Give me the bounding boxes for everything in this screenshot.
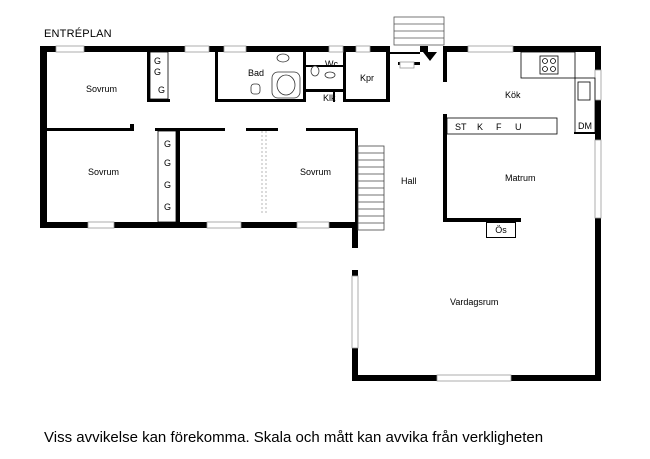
closet-mark-middle-3: G bbox=[164, 180, 172, 190]
room-label-kpr: Kpr bbox=[360, 73, 375, 83]
toilet-icon bbox=[251, 84, 260, 94]
room-label-klk: Klk bbox=[323, 93, 336, 103]
entrance-arrow-icon bbox=[423, 52, 437, 61]
kitchen-unit-f: F bbox=[496, 122, 502, 132]
kitchen-unit-k: K bbox=[477, 122, 484, 132]
room-label-sovrum-1: Sovrum bbox=[86, 84, 118, 94]
os-box: Ös bbox=[486, 222, 516, 238]
closet-mark-middle-4: G bbox=[164, 202, 172, 212]
stairs bbox=[358, 146, 384, 230]
kitchen-unit-u: U bbox=[515, 122, 522, 132]
room-label-kok: Kök bbox=[505, 90, 521, 100]
kitchen-unit-dm: DM bbox=[578, 121, 592, 131]
room-label-vardagsrum: Vardagsrum bbox=[450, 297, 499, 307]
dashed-opening bbox=[262, 131, 266, 215]
closet-mark-top-3: G bbox=[158, 85, 166, 95]
plan-title: ENTRÉPLAN bbox=[44, 28, 112, 40]
room-label-bad: Bad bbox=[248, 68, 265, 78]
room-label-sovrum-2: Sovrum bbox=[88, 167, 120, 177]
kitchen-unit-st: ST bbox=[455, 122, 467, 132]
closet-mark-top-2: G bbox=[154, 67, 162, 77]
closet-outlines bbox=[150, 52, 176, 222]
room-label-hall: Hall bbox=[401, 176, 417, 186]
room-label-matrum: Matrum bbox=[505, 173, 536, 183]
room-label-wc: Wc bbox=[325, 59, 338, 69]
disclaimer-text: Viss avvikelse kan förekomma. Skala och mått kan avvika från verkligheten bbox=[44, 429, 544, 446]
sink-icon bbox=[277, 54, 289, 62]
closet-mark-middle-1: G bbox=[164, 139, 172, 149]
entrance-steps bbox=[394, 17, 444, 45]
room-label-sovrum-3: Sovrum bbox=[300, 167, 332, 177]
closet-mark-top-1: G bbox=[154, 56, 162, 66]
kitchen-sink-icon bbox=[578, 82, 590, 100]
closet-mark-middle-2: G bbox=[164, 158, 172, 168]
